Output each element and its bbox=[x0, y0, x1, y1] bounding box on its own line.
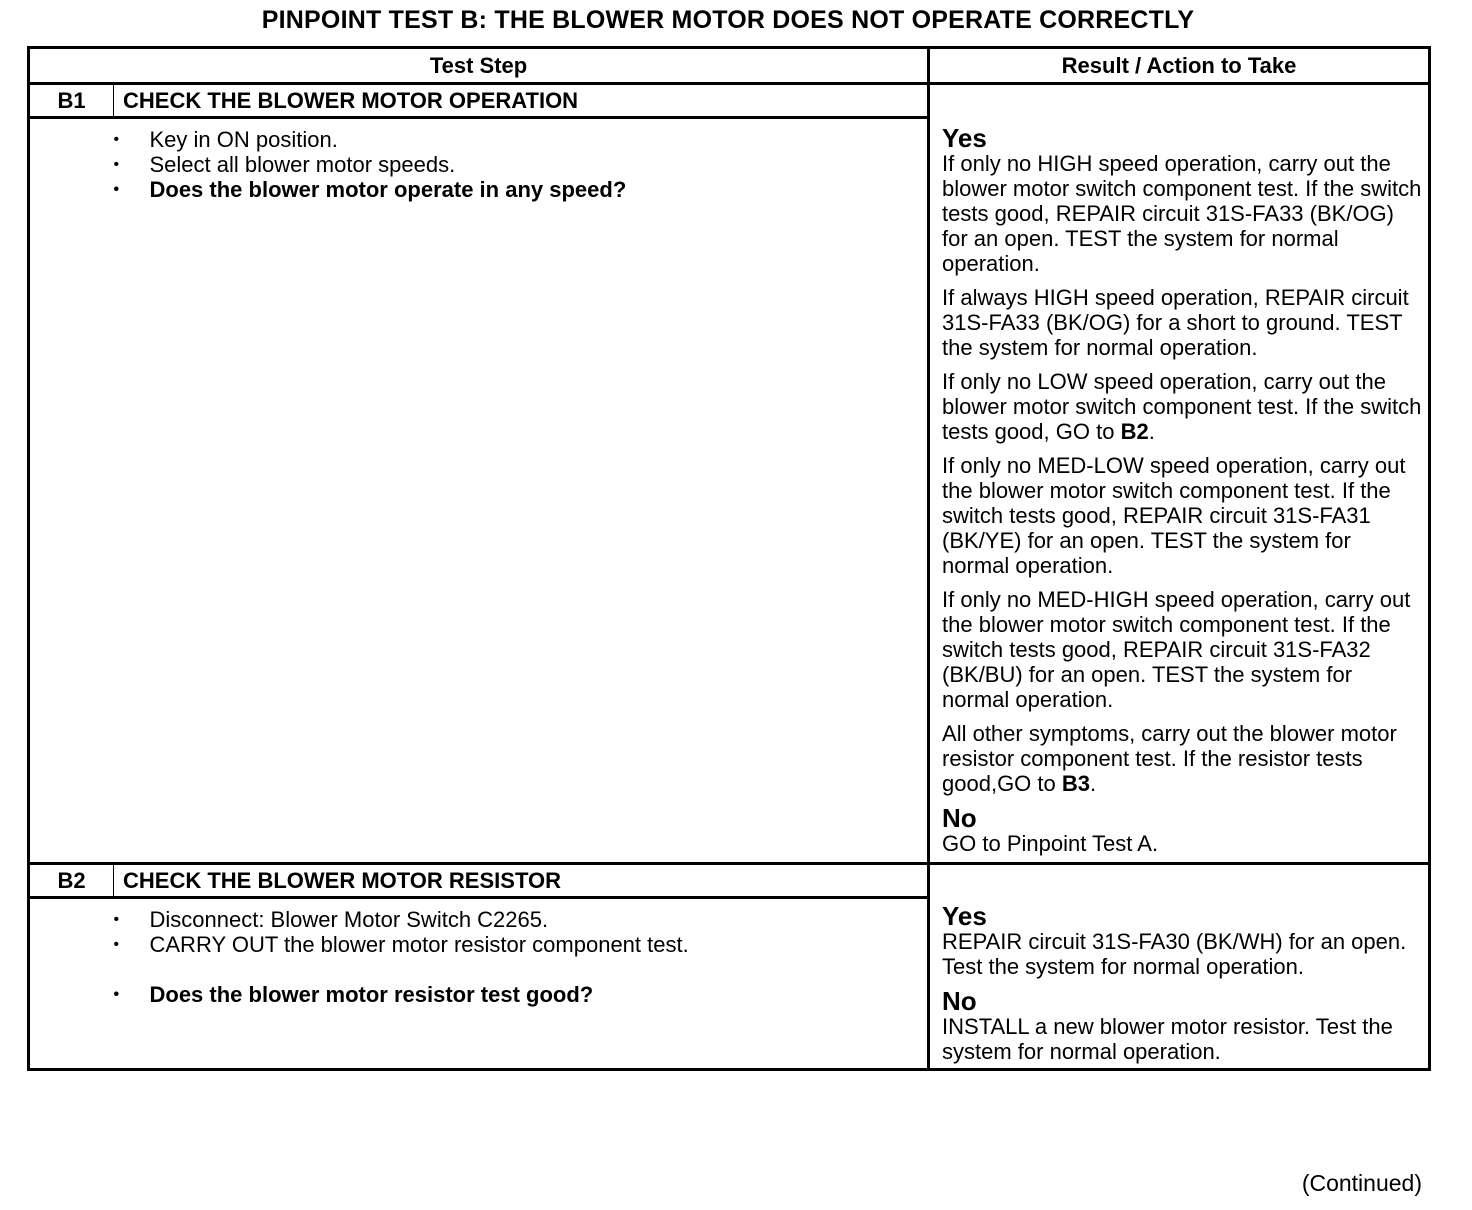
instruction-question: • Does the blower motor resistor test good? bbox=[113, 982, 594, 1007]
no-label: No bbox=[942, 803, 977, 833]
goto-step-link[interactable]: B2 bbox=[1120, 419, 1149, 444]
step-b1-title-row bbox=[29, 84, 1430, 118]
result-paragraph: If only no MED-HIGH speed operation, carry out the blower motor switch component test. If the switch tests good, REPAIR circuit 31S-FA32 (BK/BU) for an open. TEST the system for normal operation. bbox=[942, 587, 1411, 712]
bullet-icon: • bbox=[113, 181, 120, 198]
step-b2-result bbox=[929, 864, 1430, 1070]
bullet-icon: • bbox=[113, 911, 120, 928]
table-header-row bbox=[29, 48, 1430, 84]
step-b1-result bbox=[929, 84, 1430, 864]
instruction-question: • Does the blower motor operate in any speed? bbox=[113, 177, 627, 202]
pinpoint-test-table bbox=[27, 46, 1431, 1071]
result-paragraph: If only no MED-LOW speed operation, carry out the blower motor switch component test. If the switch tests good, REPAIR circuit 31S-FA31 (BK/YE) for an open. TEST the system for normal operation. bbox=[942, 453, 1406, 578]
bullet-icon: • bbox=[113, 131, 120, 148]
result-paragraph: If only no LOW speed operation, carry out the blower motor switch component test. If the switch tests good, GO to B2. bbox=[942, 369, 1422, 444]
step-b1-instructions bbox=[114, 118, 929, 864]
result-paragraph: INSTALL a new blower motor resistor. Test the system for normal operation. bbox=[942, 1014, 1393, 1064]
instruction-item: • Select all blower motor speeds. bbox=[113, 152, 456, 177]
page-title: PINPOINT TEST B: THE BLOWER MOTOR DOES NOT OPERATE CORRECTLY bbox=[261, 6, 1195, 34]
result-paragraph: GO to Pinpoint Test A. bbox=[942, 831, 1159, 856]
instruction-item: • Disconnect: Blower Motor Switch C2265. bbox=[113, 907, 549, 932]
step-b2-instructions bbox=[114, 898, 929, 1070]
result-paragraph: If always HIGH speed operation, REPAIR circuit 31S-FA33 (BK/OG) for a short to ground. TEST the system for normal operation. bbox=[942, 285, 1409, 360]
yes-label: Yes bbox=[942, 901, 987, 931]
step-b2-title-row bbox=[29, 864, 1430, 898]
continued-note: (Continued) bbox=[1301, 1170, 1422, 1196]
goto-step-link[interactable]: B3 bbox=[1061, 771, 1090, 796]
header-result: Result / Action to Take bbox=[929, 48, 1430, 84]
yes-label: Yes bbox=[942, 123, 987, 153]
instruction-item: • CARRY OUT the blower motor resistor component test. bbox=[113, 932, 689, 957]
bullet-icon: • bbox=[113, 936, 120, 953]
step-title: CHECK THE BLOWER MOTOR RESISTOR bbox=[114, 864, 929, 898]
result-paragraph: If only no HIGH speed operation, carry out the blower motor switch component test. If the switch tests good, REPAIR circuit 31S-FA33 (BK/OG) for an open. TEST the system for normal operation. bbox=[942, 151, 1422, 276]
result-paragraph: All other symptoms, carry out the blower motor resistor component test. If the resistor tests good,GO to B3. bbox=[942, 721, 1397, 796]
bullet-icon: • bbox=[113, 156, 120, 173]
step-number: B2 bbox=[29, 864, 114, 898]
step-title: CHECK THE BLOWER MOTOR OPERATION bbox=[114, 84, 929, 118]
step-number: B1 bbox=[29, 84, 114, 118]
bullet-icon: • bbox=[113, 986, 120, 1003]
no-label: No bbox=[942, 986, 977, 1016]
instruction-item: • Key in ON position. bbox=[113, 127, 338, 152]
result-paragraph: REPAIR circuit 31S-FA30 (BK/WH) for an open. Test the system for normal operation. bbox=[942, 929, 1407, 979]
header-test-step: Test Step bbox=[29, 48, 929, 84]
